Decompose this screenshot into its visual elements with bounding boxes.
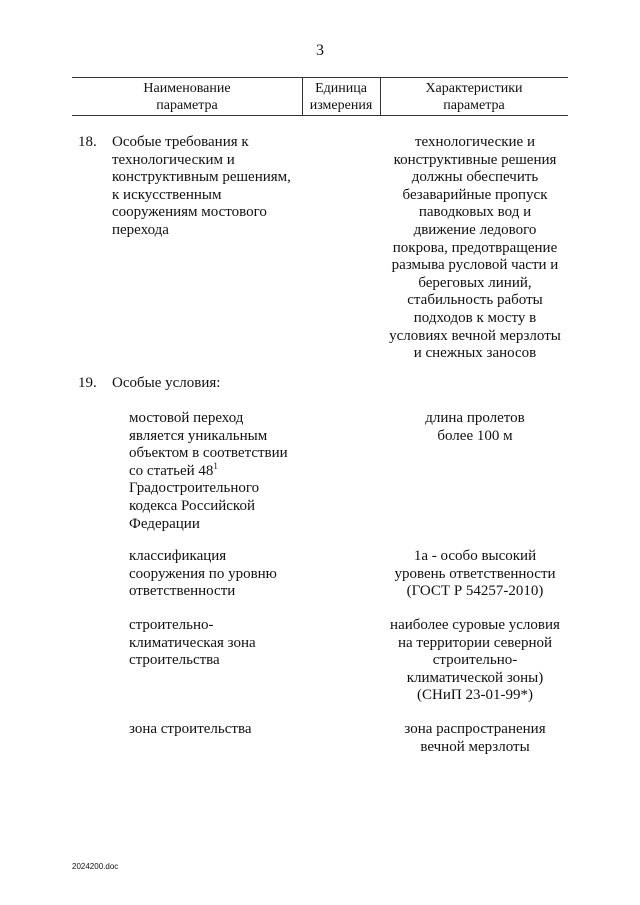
item-18-value: технологические и конструктивные решения должны обеспечить безаварийные пропуск паводковых вод и движение ледового покрова, предотвращение размыва русловой части и береговых линий, стабильность работы подходов к мосту в условиях вечной мерзлоты и снежных заносов (389, 134, 561, 362)
file-name-footer: 2024200.doc (72, 862, 119, 871)
footnote-superscript: 1 (213, 460, 218, 471)
item-18-name: Особые требования к технологическим и конструктивным решениям, к искусственным сооружениям мостового перехода (112, 134, 291, 238)
header-top-rule (72, 77, 568, 78)
item-19-sub1-value: длина пролетов более 100 м (425, 410, 525, 444)
header-bottom-rule (72, 115, 568, 116)
item-19-sub1-name-part-b: Градостроительного кодекса Российской Федерации (129, 480, 260, 532)
item-19-sub4-name: зона строительства (129, 721, 252, 737)
item-19-number: 19. (78, 375, 97, 391)
page-number: 3 (316, 42, 324, 59)
header-characteristics: Характеристики параметра (425, 81, 523, 113)
item-18-number: 18. (78, 134, 97, 150)
item-19-name: Особые условия: (112, 375, 221, 391)
item-19-sub2-name: классификация сооружения по уровню ответственности (129, 548, 277, 600)
item-19-sub2-value: 1а - особо высокий уровень ответственности (ГОСТ Р 54257-2010) (394, 548, 556, 600)
header-unit: Единица измерения (309, 81, 373, 113)
item-19-sub1-name (129, 410, 309, 533)
item-19-sub1-name-part-a: мостовой переход является уникальным объектом в соответствии со статьей 48 (129, 410, 288, 479)
header-parameter-name: Наименование параметра (143, 81, 231, 113)
item-19-sub3-value: наиболее суровые условия на территории северной строительно- климатической зоны) (СНиП 23-01-99*) (390, 617, 560, 704)
item-19-sub3-name: строительно- климатическая зона строительства (129, 617, 256, 669)
item-19-sub4-value: зона распространения вечной мерзлоты (404, 721, 546, 755)
